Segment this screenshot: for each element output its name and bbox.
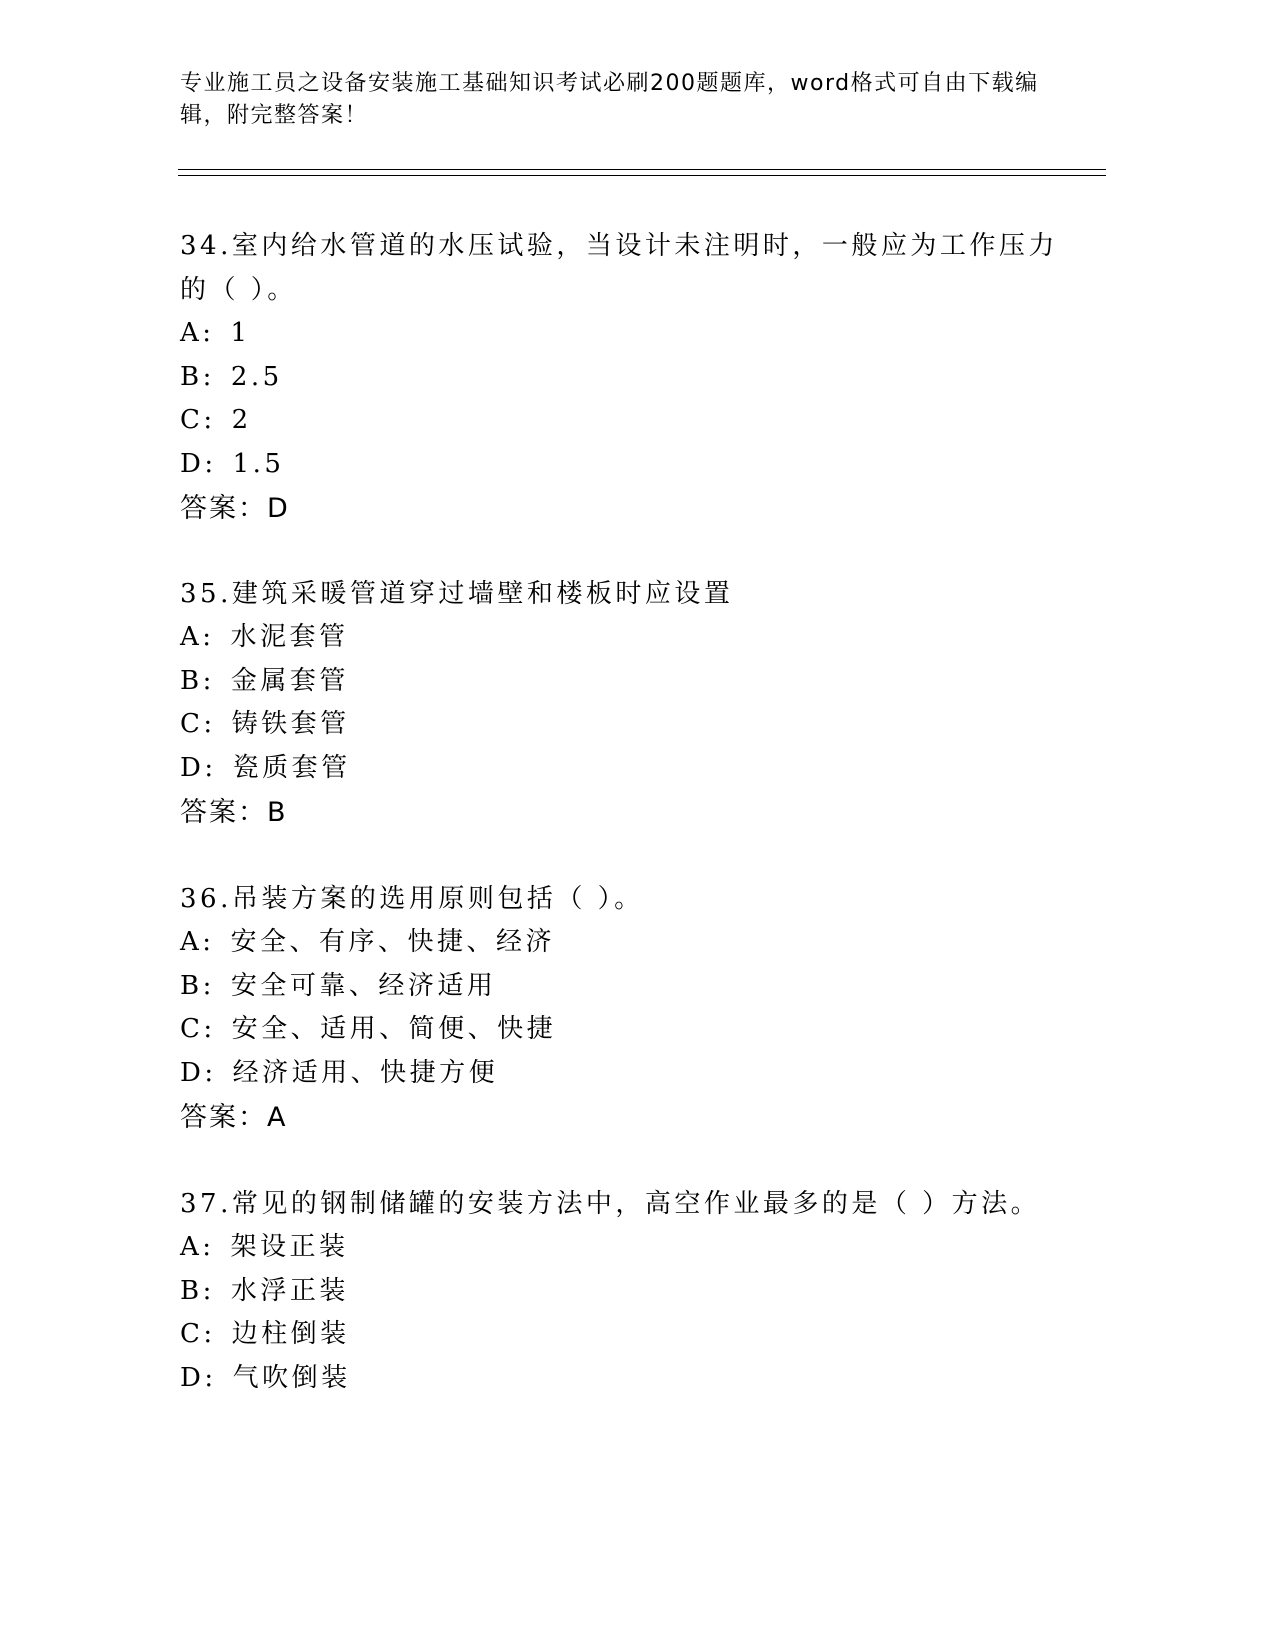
option-text: 2.5 (230, 361, 283, 392)
option-text: 水泥套管 (230, 622, 349, 652)
option-key: B: (180, 970, 215, 1001)
option-key: D: (180, 752, 217, 783)
question-35 (180, 572, 1060, 835)
option-key: C: (180, 1319, 216, 1349)
option-key: A: (180, 1232, 215, 1262)
answer-label: 答案：A (180, 1102, 288, 1133)
answer-label: 答案：B (180, 797, 288, 828)
option-text: 1 (230, 318, 251, 348)
option-a (180, 312, 1060, 356)
option-d (180, 443, 1060, 487)
option-text: 2 (231, 405, 252, 435)
option-text: 金属套管 (230, 665, 349, 696)
answer-label: 答案：D (180, 493, 290, 524)
option-key: B: (180, 361, 215, 392)
option-text: 瓷质套管 (232, 752, 351, 783)
option-b (180, 660, 1060, 704)
option-key: B: (180, 1275, 215, 1306)
option-a (180, 616, 1060, 660)
header-divider-top (178, 169, 1106, 170)
question-stem: 37.常见的钢制储罐的安装方法中，高空作业最多的是（ ）方法。 (180, 1189, 1041, 1219)
option-c (180, 703, 1060, 747)
question-36 (180, 877, 1060, 1140)
question-stem: 36.吊装方案的选用原则包括（ ）。 (180, 884, 644, 914)
option-a (180, 921, 1060, 965)
option-b (180, 356, 1060, 400)
option-c (180, 399, 1060, 443)
question-stem: 35.建筑采暖管道穿过墙壁和楼板时应设置 (180, 579, 734, 609)
header-divider-bottom (178, 175, 1106, 176)
option-d (180, 1052, 1060, 1096)
option-text: 铸铁套管 (231, 709, 350, 739)
question-37 (180, 1182, 1060, 1400)
option-key: B: (180, 665, 215, 696)
option-key: A: (180, 622, 215, 652)
option-key: D: (180, 448, 217, 479)
option-d (180, 1357, 1060, 1401)
option-b (180, 965, 1060, 1009)
option-text: 边柱倒装 (231, 1319, 350, 1349)
option-text: 经济适用、快捷方便 (232, 1057, 499, 1088)
option-key: C: (180, 1014, 216, 1044)
option-c (180, 1008, 1060, 1052)
option-a (180, 1226, 1060, 1270)
option-key: A: (180, 927, 215, 957)
option-key: A: (180, 318, 215, 348)
option-text: 架设正装 (230, 1232, 349, 1262)
option-text: 气吹倒装 (232, 1362, 351, 1393)
option-text: 安全、有序、快捷、经济 (230, 927, 556, 957)
option-text: 安全可靠、经济适用 (230, 970, 497, 1001)
question-34 (180, 224, 1060, 531)
option-d (180, 747, 1060, 791)
option-key: D: (180, 1057, 217, 1088)
option-text: 1.5 (232, 448, 285, 479)
option-key: C: (180, 405, 216, 435)
option-text: 安全、适用、简便、快捷 (231, 1014, 557, 1044)
option-c (180, 1313, 1060, 1357)
document-intro: 专业施工员之设备安装施工基础知识考试必刷200题题库，word格式可自由下载编辑，附完整答案！ (180, 71, 1039, 128)
option-key: C: (180, 709, 216, 739)
question-stem: 34.室内给水管道的水压试验，当设计未注明时，一般应为工作压力的（ ）。 (180, 231, 1058, 305)
option-key: D: (180, 1362, 217, 1393)
option-text: 水浮正装 (230, 1275, 349, 1306)
option-b (180, 1270, 1060, 1314)
